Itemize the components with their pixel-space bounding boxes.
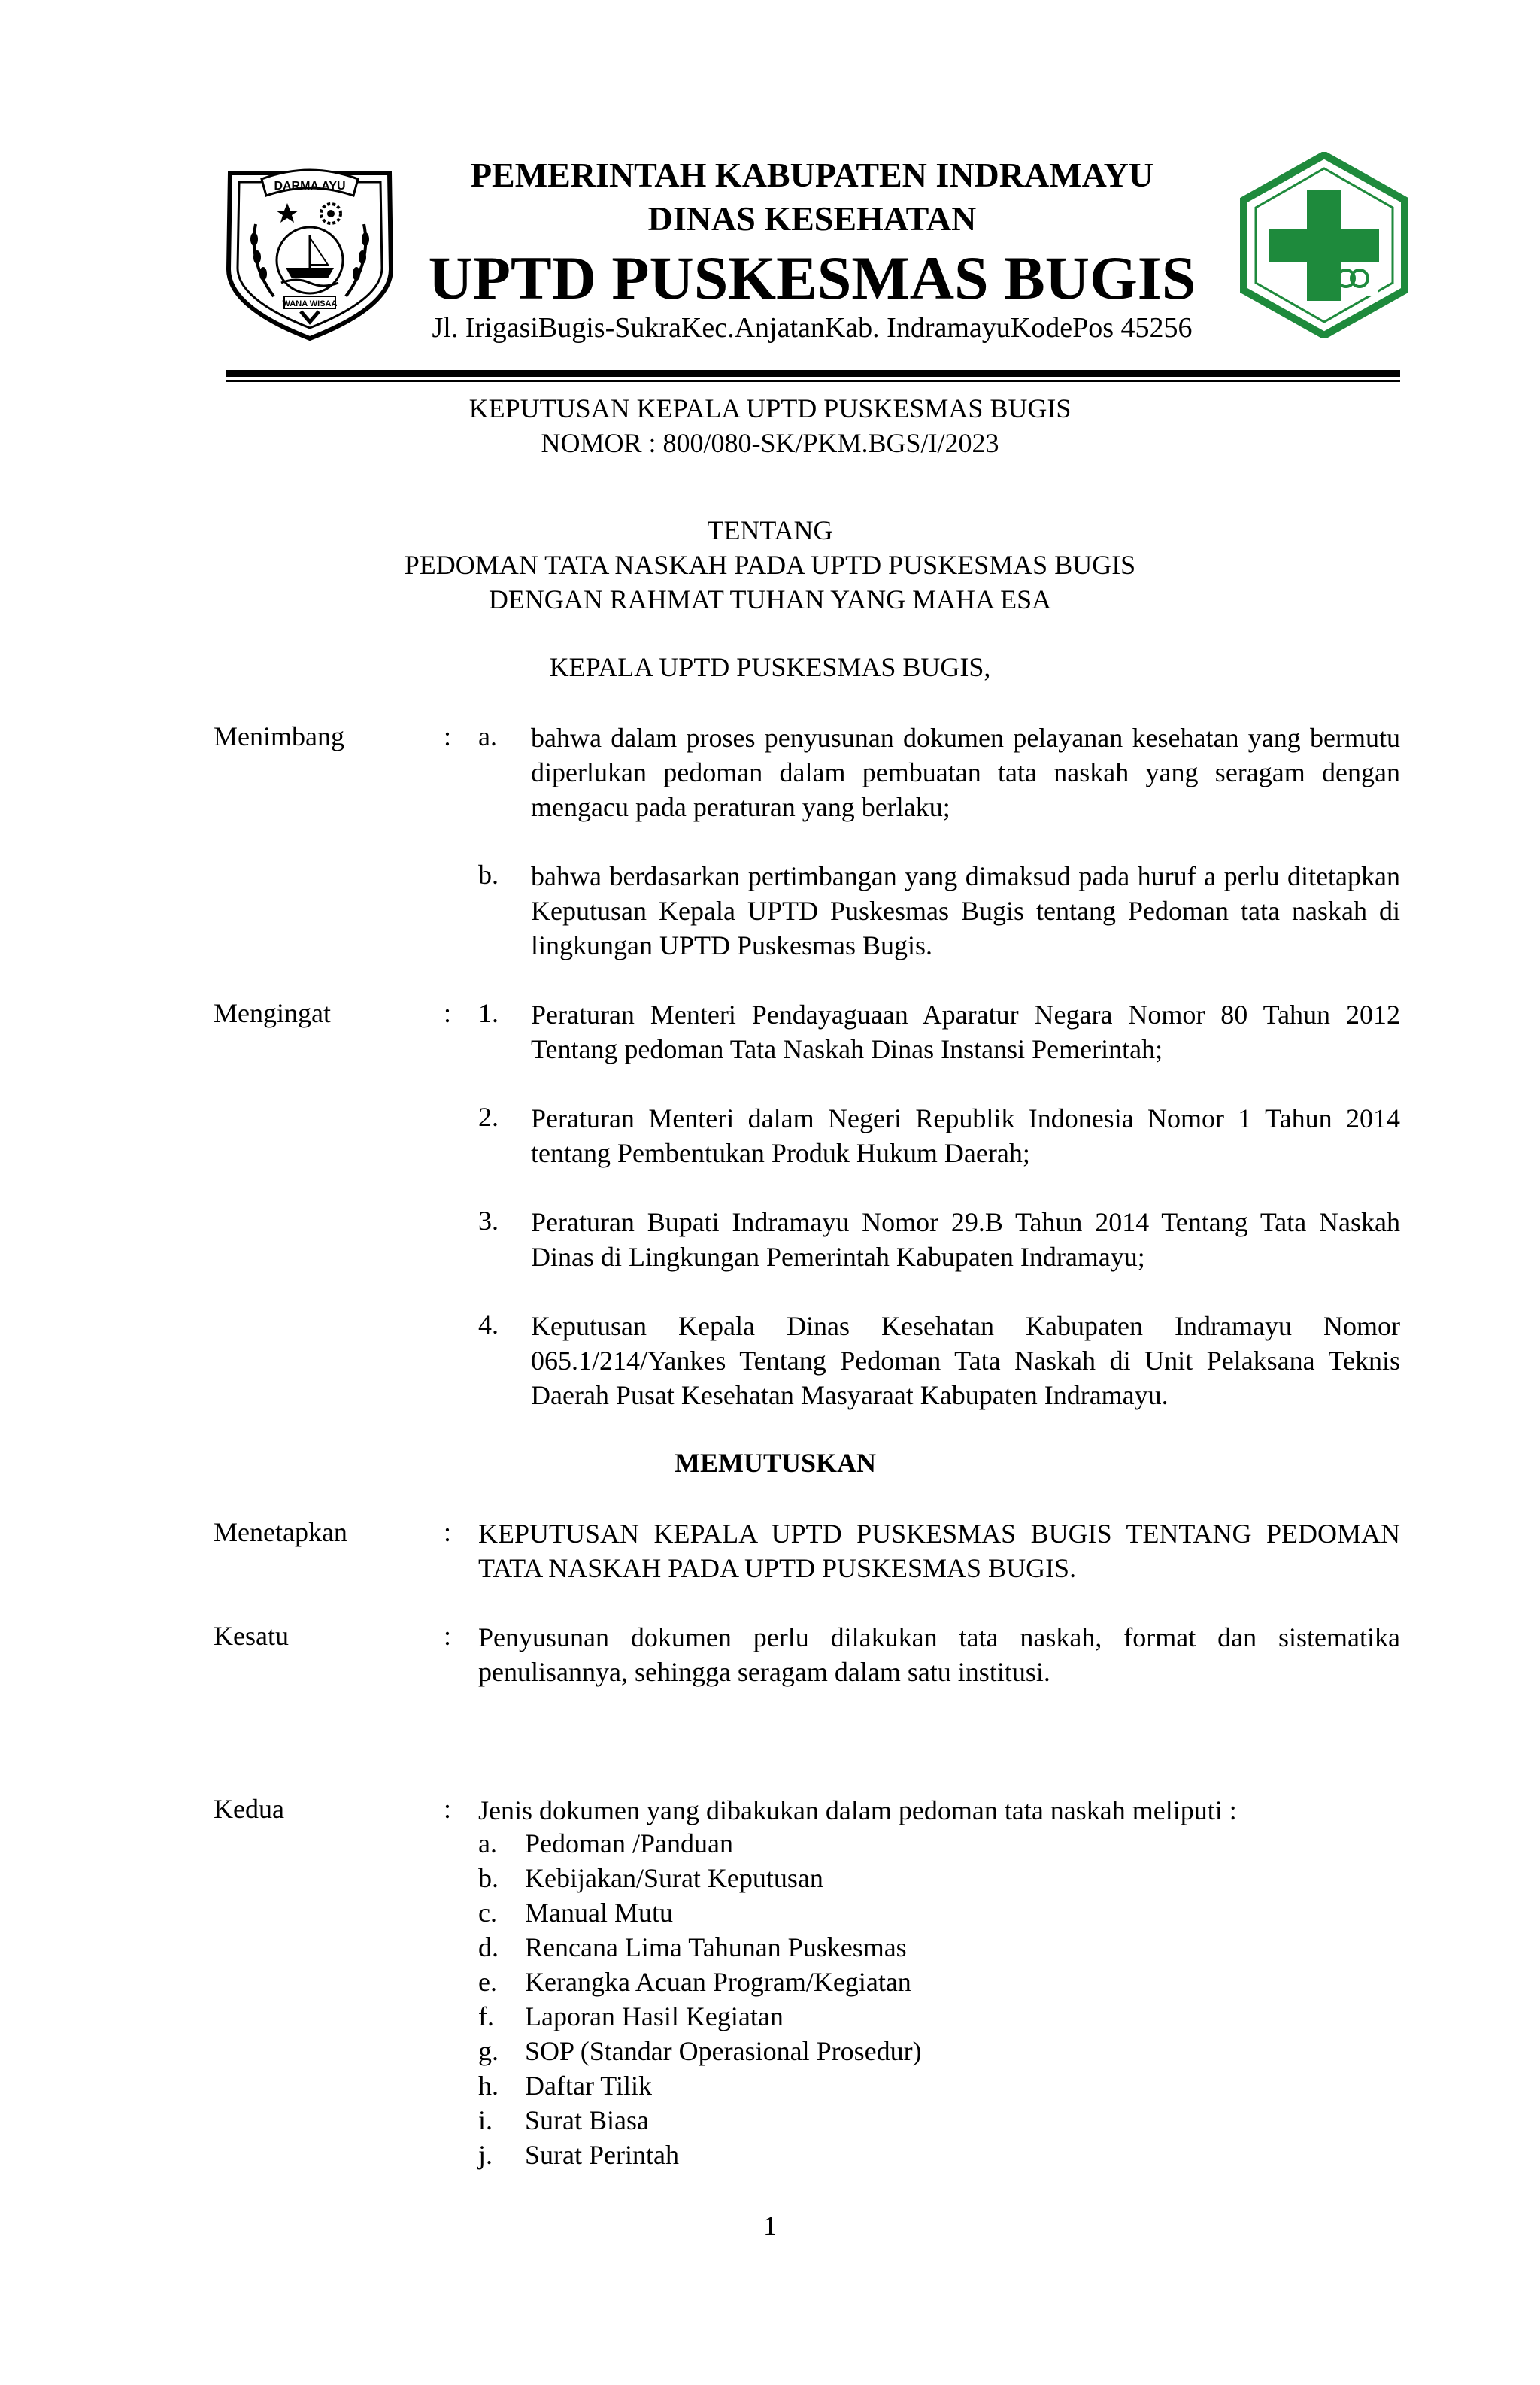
decree-number: NOMOR : 800/080-SK/PKM.BGS/I/2023 [541, 428, 999, 458]
kedua-item-e: Kerangka Acuan Program/Kegiatan [525, 1967, 911, 1997]
menimbang-colon: : [444, 721, 452, 751]
decree-tentang: TENTANG [707, 515, 833, 545]
menetapkan-label: Menetapkan [214, 1517, 347, 1547]
kedua-item-a: Pedoman /Panduan [525, 1828, 733, 1859]
mengingat-marker-2: 2. [478, 1102, 499, 1132]
mengingat-item-1: Peraturan Menteri Pendayaguaan Aparatur Negara Nomor 80 Tahun 2012 Tentang pedoman Tata Naskah Dinas Instansi Pemerintah; [531, 1000, 1400, 1064]
decree-invocation: DENGAN RAHMAT TUHAN YANG MAHA ESA [488, 584, 1052, 614]
kedua-marker-i: i. [478, 2105, 493, 2135]
decree-subject: PEDOMAN TATA NASKAH PADA UPTD PUSKESMAS BUGIS [404, 550, 1136, 580]
mengingat-label: Mengingat [214, 998, 331, 1028]
kedua-marker-j: j. [478, 2140, 493, 2170]
decree-title: KEPUTUSAN KEPALA UPTD PUSKESMAS BUGIS [468, 393, 1072, 423]
mengingat-item-4: Keputusan Kepala Dinas Kesehatan Kabupaten Indramayu Nomor 065.1/214/Yankes Tentang Pedoman Tata Naskah di Unit Pelaksana Teknis Daerah Pusat Kesehatan Masyaraat Kabupaten Indramayu. [531, 1311, 1400, 1410]
kedua-marker-a: a. [478, 1828, 497, 1859]
puskesmas-logo-icon [1239, 152, 1409, 338]
memutuskan-heading: MEMUTUSKAN [675, 1448, 876, 1478]
menimbang-item-b: bahwa berdasarkan pertimbangan yang dimaksud pada huruf a perlu ditetapkan Keputusan Kepala UPTD Puskesmas Bugis tentang Pedoman tata naskah di lingkungan UPTD Puskesmas Bugis. [531, 861, 1400, 960]
kedua-marker-e: e. [478, 1967, 497, 1997]
kesatu-text: Penyusunan dokumen perlu dilakukan tata naskah, format dan sistematika penulisannya, sehingga seragam dalam satu institusi. [478, 1622, 1400, 1687]
mengingat-item-3: Peraturan Bupati Indramayu Nomor 29.B Tahun 2014 Tentang Tata Naskah Dinas di Lingkungan Pemerintah Kabupaten Indramayu; [531, 1207, 1400, 1272]
emblem-base-text: WANA WISAA [282, 299, 338, 308]
mengingat-marker-4: 4. [478, 1309, 499, 1340]
menimbang-marker-a: a. [478, 721, 497, 751]
mengingat-marker-1: 1. [478, 998, 499, 1028]
letterhead-department: DINAS KESEHATAN [647, 199, 977, 238]
emblem-ribbon-text: DARMA AYU [274, 180, 346, 193]
kedua-intro: Jenis dokumen yang dibakukan dalam pedoman tata naskah meliputi : [478, 1795, 1237, 1825]
kedua-colon: : [444, 1794, 452, 1824]
menimbang-marker-b: b. [478, 860, 499, 890]
kedua-marker-f: f. [478, 2001, 494, 2031]
letterhead-institution: UPTD PUSKESMAS BUGIS [428, 244, 1196, 312]
kesatu-label: Kesatu [214, 1621, 289, 1651]
menetapkan-text: KEPUTUSAN KEPALA UPTD PUSKESMAS BUGIS TENTANG PEDOMAN TATA NASKAH PADA UPTD PUSKESMAS BUGIS. [478, 1519, 1400, 1583]
mengingat-marker-3: 3. [478, 1206, 499, 1236]
kedua-item-g: SOP (Standar Operasional Prosedur) [525, 2036, 922, 2066]
mengingat-item-2: Peraturan Menteri dalam Negeri Republik Indonesia Nomor 1 Tahun 2014 tentang Pembentukan Produk Hukum Daerah; [531, 1103, 1400, 1168]
menimbang-label: Menimbang [214, 721, 344, 751]
kedua-item-c: Manual Mutu [525, 1898, 673, 1928]
decree-issuer: KEPALA UPTD PUSKESMAS BUGIS, [549, 652, 991, 682]
kesatu-colon: : [444, 1621, 452, 1651]
kedua-marker-g: g. [478, 2036, 499, 2066]
letterhead-address: Jl. IrigasiBugis-SukraKec.AnjatanKab. IndramayuKodePos 45256 [432, 312, 1193, 344]
kedua-item-f: Laporan Hasil Kegiatan [525, 2001, 784, 2031]
letterhead-government: PEMERINTAH KABUPATEN INDRAMAYU [470, 156, 1154, 194]
kedua-item-j: Surat Perintah [525, 2140, 679, 2170]
kedua-item-d: Rencana Lima Tahunan Puskesmas [525, 1932, 907, 1962]
kedua-marker-b: b. [478, 1863, 499, 1893]
kedua-marker-h: h. [478, 2071, 499, 2101]
letterhead-rule-thick [226, 370, 1400, 377]
kedua-marker-d: d. [478, 1932, 499, 1962]
kedua-item-h: Daftar Tilik [525, 2071, 653, 2101]
letterhead-rule-thin [226, 380, 1400, 382]
kedua-marker-c: c. [478, 1898, 497, 1928]
page-number: 1 [763, 2211, 777, 2241]
kedua-item-b: Kebijakan/Surat Keputusan [525, 1863, 823, 1893]
menetapkan-colon: : [444, 1517, 452, 1547]
kedua-label: Kedua [214, 1794, 284, 1824]
mengingat-colon: : [444, 998, 452, 1028]
menimbang-item-a: bahwa dalam proses penyusunan dokumen pelayanan kesehatan yang bermutu diperlukan pedoman dalam pembuatan tata naskah yang seragam dengan mengacu pada peraturan yang berlaku; [531, 723, 1400, 822]
kedua-item-i: Surat Biasa [525, 2105, 649, 2135]
